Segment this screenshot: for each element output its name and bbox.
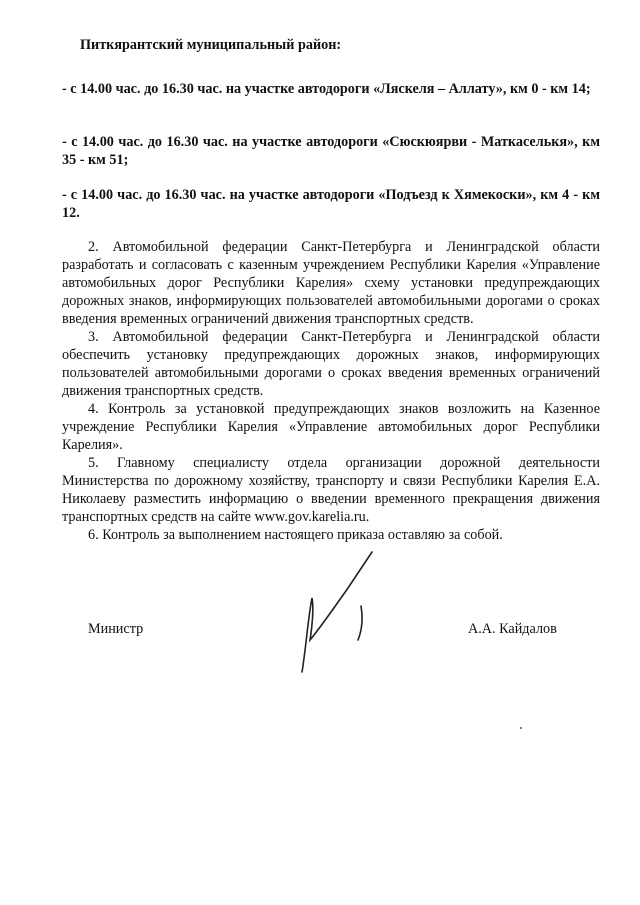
signatory-name: А.А. Кайдалов [468,621,557,637]
paragraph-6: 6. Контроль за выполнением настоящего приказа оставляю за собой. [88,527,503,543]
route-item-3: - с 14.00 час. до 16.30 час. на участке автодороги «Подъезд к Хямекоски», км 4 - км 12. [62,187,600,221]
paragraph-2: 2. Автомобильной федерации Санкт-Петербурга и Ленинградской области разработать и согласовать с казенным учреждением Республики Карелия «Управление автомобильных дорог Республики Карелия» схему установки предупреждающих дорожных знаков, информирующих пользователей автомобильными дорогами о сроках введения временных ограничений движения транспортных средств. [62,239,600,327]
handwritten-signature [290,548,380,678]
route-item-1: - с 14.00 час. до 16.30 час. на участке автодороги «Ляскеля – Аллату», км 0 - км 14; [62,81,591,97]
route-item-2: - с 14.00 час. до 16.30 час. на участке автодороги «Сюскюярви - Маткаселькя», км 35 - км 51; [62,134,600,168]
paragraph-3: 3. Автомобильной федерации Санкт-Петербурга и Ленинградской области обеспечить установку предупреждающих дорожных знаков, информирующих пользователей автомобильными дорогами о сроках введения временных ограничений движения транспортных средств. [62,329,600,399]
paragraphs-block [62,238,600,544]
scan-speck [520,727,522,729]
paragraph-5: 5. Главному специалисту отдела организации дорожной деятельности Министерства по дорожному хозяйству, транспорту и связи Республики Карелия Е.А. Николаеву разместить информацию о введении временного прекращения движения транспортных средств на сайте www.gov.karelia.ru. [62,455,600,525]
paragraph-4: 4. Контроль за установкой предупреждающих знаков возложить на Казенное учреждение Республики Карелия «Управление автомобильных дорог Республики Карелия». [62,401,600,453]
section-heading: Питкярантский муниципальный район: [80,37,342,53]
position-label: Министр [88,621,144,637]
